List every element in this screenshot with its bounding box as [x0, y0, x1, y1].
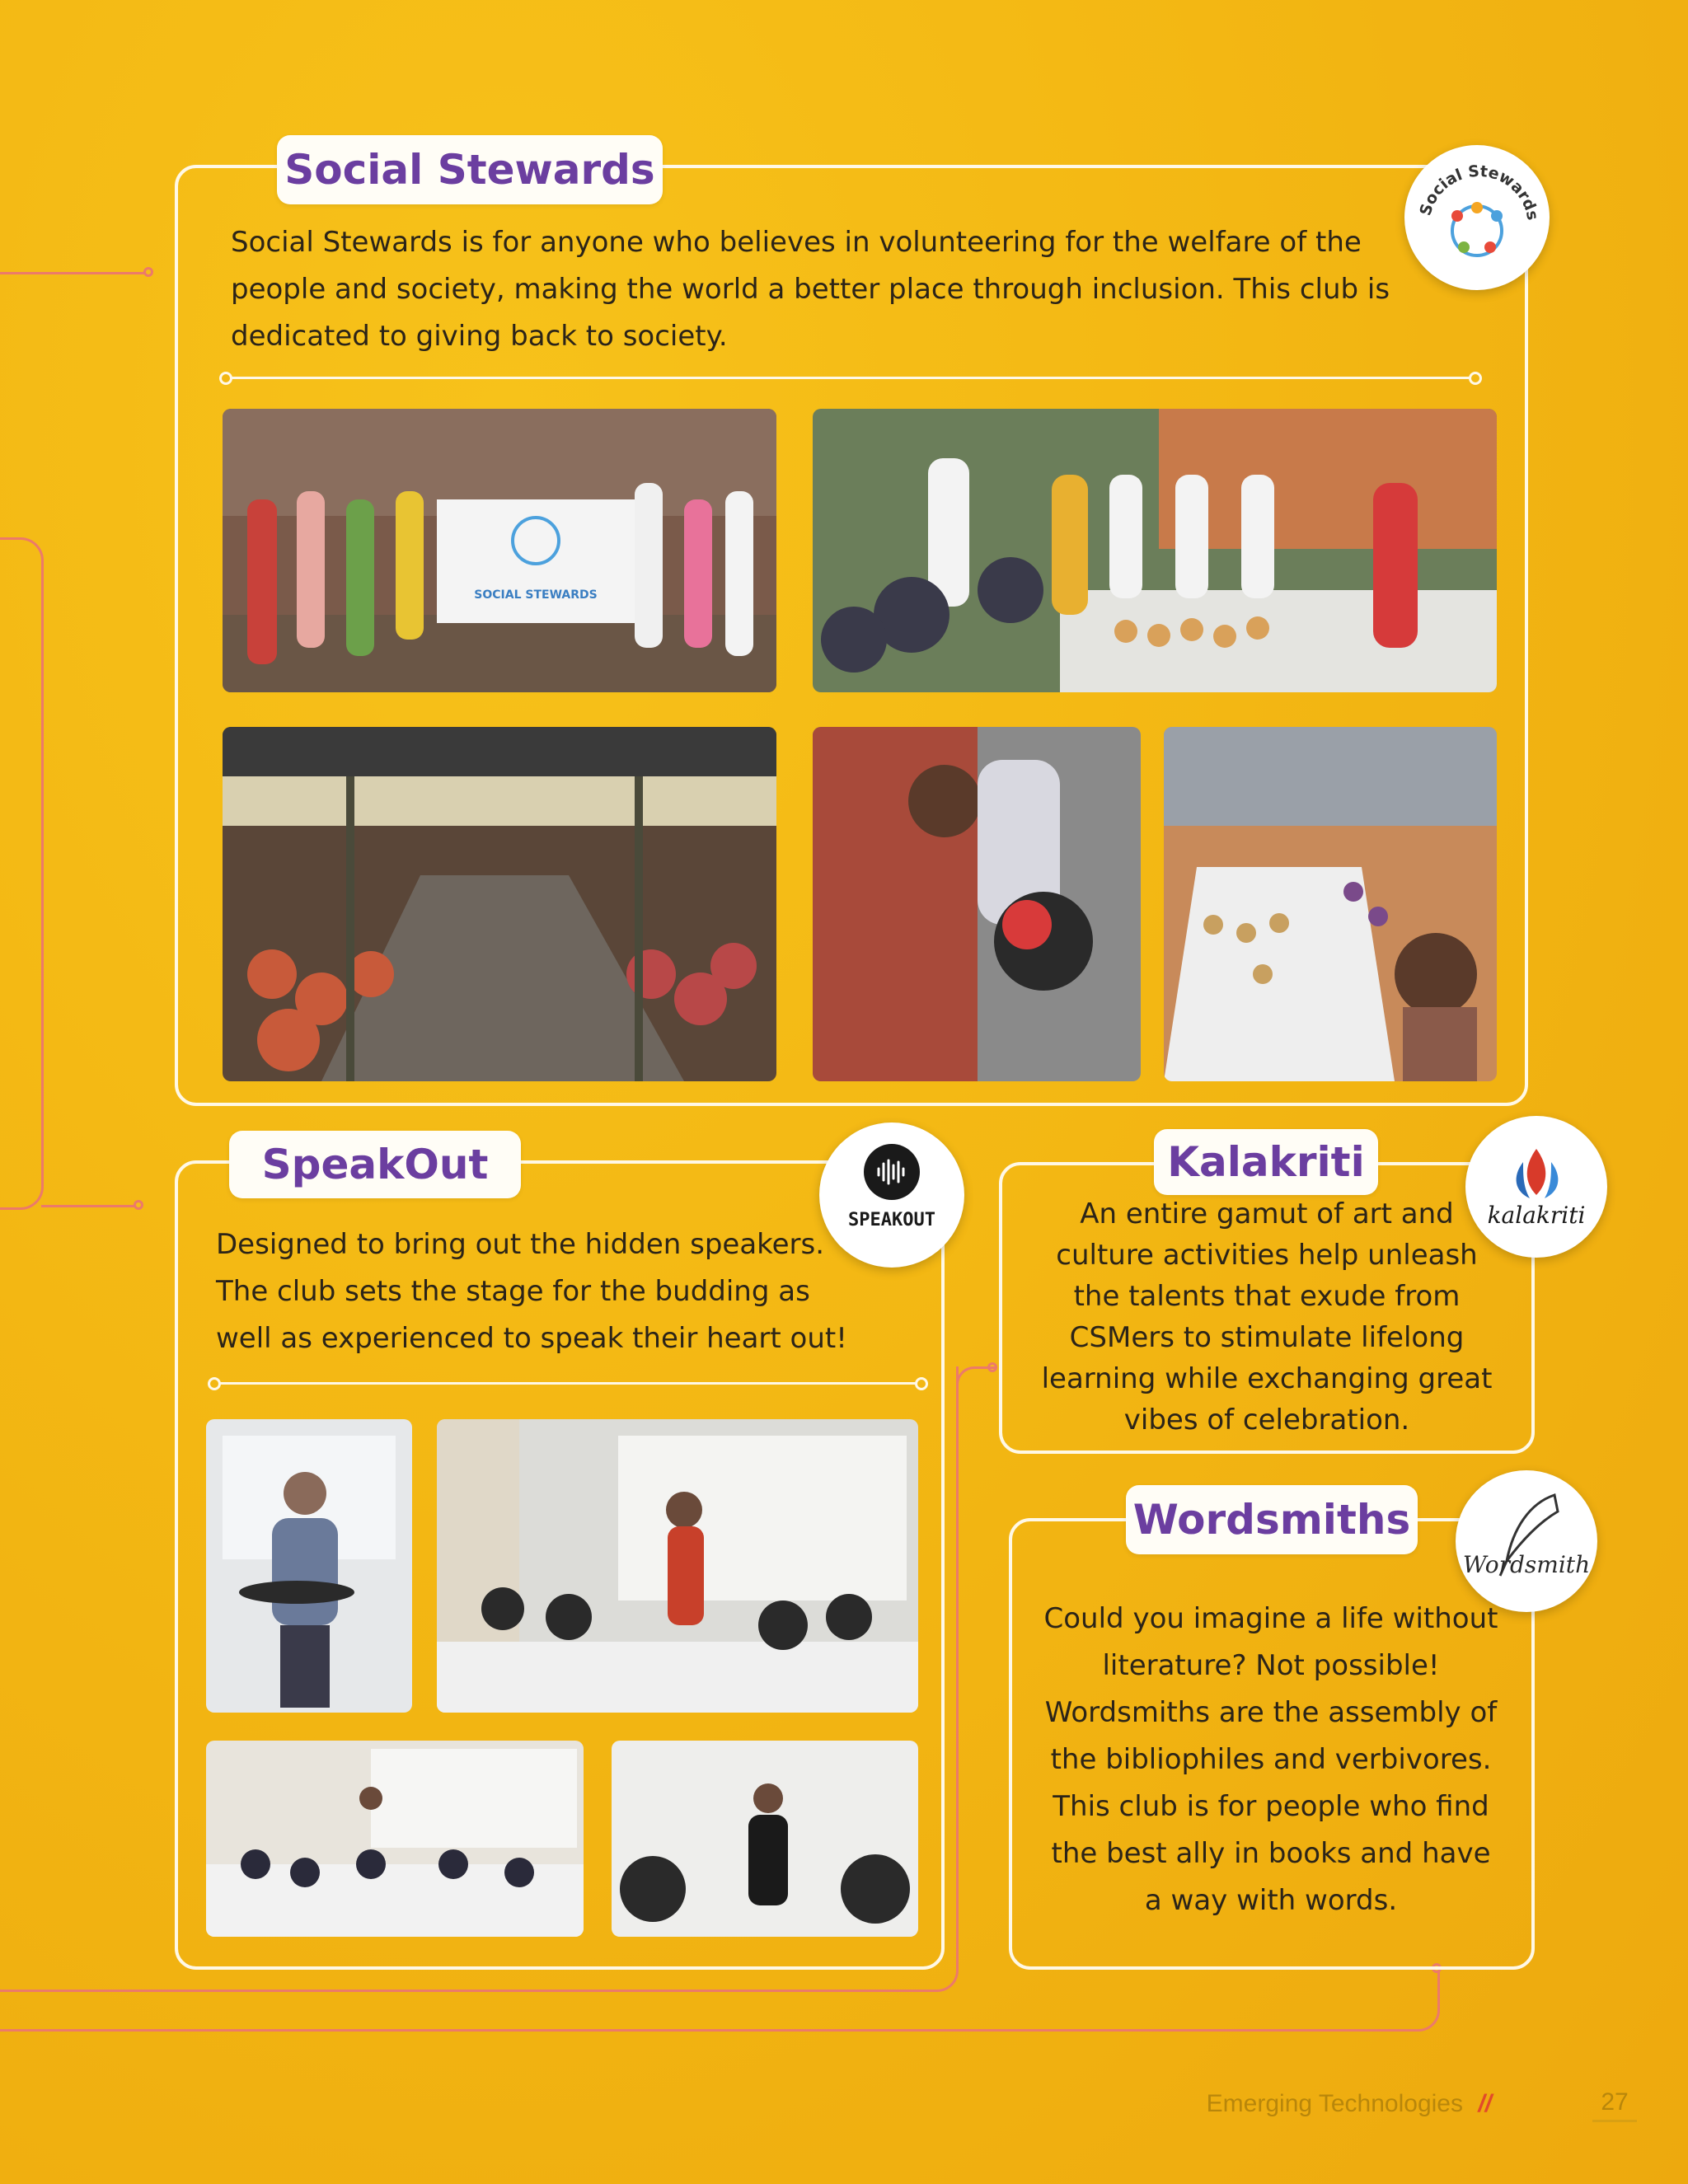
speakout-logo: [819, 1122, 964, 1268]
publication-name: Emerging Technologies: [1206, 2090, 1463, 2117]
svg-text:Social Stewards: Social Stewards: [1416, 162, 1542, 222]
community-meal-shelter-photo: [223, 727, 776, 1081]
connector-line: [41, 1205, 140, 1207]
audience-session-photo: [206, 1741, 584, 1937]
wordsmiths-title: Wordsmiths: [1126, 1485, 1418, 1554]
footer-separator: //: [1478, 2090, 1492, 2117]
connector-line: [0, 1968, 1440, 2032]
connector-line: [0, 272, 148, 274]
connector-dot: [143, 267, 153, 277]
speakout-logo-text: SPEAKOUT: [848, 1210, 935, 1230]
social-stewards-title: Social Stewards: [277, 135, 663, 204]
svg-text:SOCIAL STEWARDS: SOCIAL STEWARDS: [474, 588, 598, 602]
kalakriti-logo: [1465, 1116, 1607, 1258]
wheelchair-assistance-photo: [813, 727, 1141, 1081]
food-distribution-photo: [813, 409, 1497, 692]
kalakriti-title: Kalakriti: [1154, 1129, 1378, 1195]
divider: [227, 377, 1474, 379]
group-with-banner-photo: [223, 409, 776, 692]
connector-line: [0, 537, 44, 1210]
speakout-description: Designed to bring out the hidden speakers. The club sets the stage for the budding as well as experienced to speak their heart out!: [216, 1228, 847, 1355]
quill-icon: [1456, 1470, 1597, 1612]
connector-dot: [134, 1200, 143, 1210]
wordsmiths-logo: [1456, 1470, 1597, 1612]
sound-wave-icon: [864, 1144, 920, 1200]
connector-line: [956, 1366, 995, 1385]
speakout-title: SpeakOut: [229, 1131, 521, 1198]
social-stewards-logo: [1404, 145, 1550, 290]
children-dining-hall-photo: [1164, 727, 1497, 1081]
classroom-session-photo: [437, 1419, 918, 1713]
kalakriti-logo-text: kalakriti: [1487, 1202, 1586, 1229]
page-number: 27: [1592, 2088, 1637, 2122]
divider: [216, 1382, 920, 1385]
speaker-with-mic-photo: [206, 1419, 412, 1713]
wordsmiths-description: Could you imagine a life without literature? Not possible! Wordsmiths are the assembly of the bibliophiles and verbivores. This club is for people who find the best ally in books and have a way with words.: [1043, 1602, 1498, 1917]
flame-icon: [1465, 1116, 1607, 1258]
footer-publication: [1179, 2090, 1492, 2118]
people-circle-icon: [1404, 145, 1550, 290]
kalakriti-description: An entire gamut of art and culture activities help unleash the talents that exude from CSMers to stimulate lifelong learning while exchanging great vibes of celebration.: [1041, 1197, 1493, 1436]
wordsmiths-logo-text: Wordsmith: [1462, 1551, 1591, 1578]
social-stewards-description: Social Stewards is for anyone who believes in volunteering for the welfare of the people and society, making the world a better place through inclusion. This club is dedicated to giving back to society.: [231, 226, 1390, 353]
presenter-gesturing-photo: [612, 1741, 918, 1937]
